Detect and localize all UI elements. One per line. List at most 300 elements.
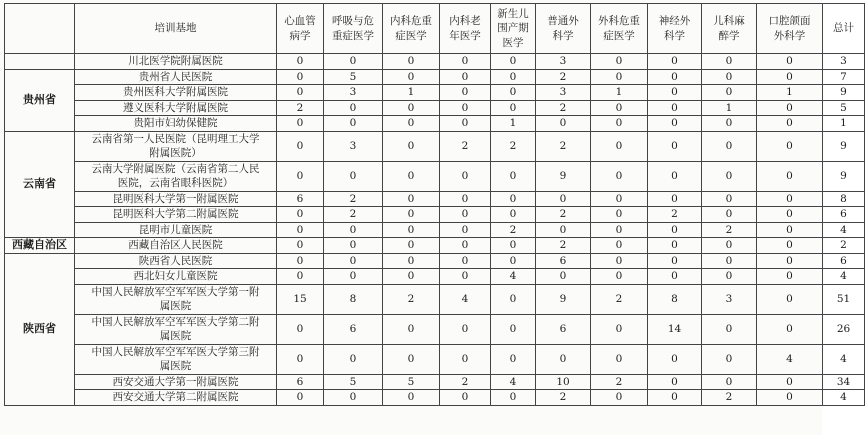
value-cell: 0 xyxy=(440,344,491,374)
training-base-line: 贵州省人民医院 xyxy=(138,70,213,83)
total-cell: 8 xyxy=(823,191,865,207)
value-cell: 0 xyxy=(277,207,324,223)
value-cell: 0 xyxy=(491,344,536,374)
value-cell: 0 xyxy=(648,100,702,116)
province-cell: 云南省 xyxy=(5,131,75,238)
value-cell: 0 xyxy=(702,54,757,70)
table-row xyxy=(5,69,865,85)
table-row xyxy=(5,390,865,406)
value-cell: 0 xyxy=(591,116,648,132)
value-cell: 0 xyxy=(383,161,440,191)
value-cell: 2 xyxy=(648,207,702,223)
column-header-line: 症医学 xyxy=(603,29,635,42)
column-header xyxy=(75,4,277,54)
value-cell: 6 xyxy=(324,314,383,344)
value-cell: 0 xyxy=(648,374,702,390)
column-header-line: 病学 xyxy=(289,29,311,42)
training-base-line: 中国人民解放军空军军医大学第三附 xyxy=(91,345,260,358)
value-cell: 0 xyxy=(383,54,440,70)
value-cell: 2 xyxy=(591,374,648,390)
value-cell: 6 xyxy=(277,374,324,390)
training-base-line: 属医院 xyxy=(159,300,192,312)
value-cell: 5 xyxy=(383,374,440,390)
total-cell: 4 xyxy=(823,269,865,285)
value-cell: 1 xyxy=(491,116,536,132)
value-cell: 0 xyxy=(702,374,757,390)
column-header-line: 总计 xyxy=(833,22,854,35)
province-cell xyxy=(5,54,75,70)
value-cell: 0 xyxy=(324,238,383,254)
value-cell: 0 xyxy=(440,253,491,269)
value-cell: 0 xyxy=(440,390,491,406)
column-header-line: 科学 xyxy=(552,29,574,42)
value-cell: 0 xyxy=(648,344,702,374)
training-base-line: 昆明市儿童医院 xyxy=(138,223,213,236)
value-cell: 0 xyxy=(277,222,324,238)
column-header-line: 外科危重 xyxy=(598,15,640,27)
value-cell: 14 xyxy=(648,314,702,344)
value-cell: 0 xyxy=(491,69,536,85)
table-row xyxy=(5,100,865,116)
value-cell: 0 xyxy=(702,85,757,101)
value-cell: 9 xyxy=(536,284,591,314)
column-header-line: 内科危重 xyxy=(390,15,432,27)
value-cell: 0 xyxy=(277,85,324,101)
value-cell: 10 xyxy=(536,374,591,390)
value-cell: 0 xyxy=(491,85,536,101)
value-cell: 2 xyxy=(277,100,324,116)
column-header-line: 儿科麻 xyxy=(713,15,745,27)
training-base-cell xyxy=(75,222,277,238)
value-cell: 0 xyxy=(591,238,648,254)
value-cell: 0 xyxy=(277,314,324,344)
value-cell: 2 xyxy=(536,390,591,406)
value-cell: 0 xyxy=(324,161,383,191)
total-cell: 1 xyxy=(823,116,865,132)
training-base-line: 川北医学院附属医院 xyxy=(128,55,223,67)
training-base-cell xyxy=(75,374,277,390)
value-cell: 0 xyxy=(491,207,536,223)
value-cell: 0 xyxy=(440,207,491,223)
value-cell: 3 xyxy=(324,131,383,161)
value-cell: 2 xyxy=(536,238,591,254)
total-cell: 4 xyxy=(823,344,865,374)
value-cell: 0 xyxy=(648,116,702,132)
value-cell: 5 xyxy=(324,69,383,85)
total-cell: 9 xyxy=(823,161,865,191)
value-cell: 0 xyxy=(648,191,702,207)
column-header-line: 神经外 xyxy=(658,15,691,27)
value-cell: 0 xyxy=(648,85,702,101)
value-cell: 2 xyxy=(702,222,757,238)
value-cell: 4 xyxy=(491,374,536,390)
table-row xyxy=(5,344,865,374)
value-cell: 0 xyxy=(591,207,648,223)
value-cell: 0 xyxy=(383,131,440,161)
value-cell: 3 xyxy=(536,85,591,101)
training-base-line: 贵阳市妇幼保健院 xyxy=(133,117,218,129)
value-cell: 0 xyxy=(591,269,648,285)
training-base-line: 昆明医科大学第一附属医院 xyxy=(112,192,239,205)
value-cell: 0 xyxy=(440,238,491,254)
training-base-cell xyxy=(75,314,277,344)
column-header-line: 醉学 xyxy=(718,29,740,42)
table-row xyxy=(5,238,865,254)
value-cell: 0 xyxy=(648,390,702,406)
value-cell: 0 xyxy=(757,69,823,85)
value-cell: 8 xyxy=(324,284,383,314)
training-base-line: 属医院 xyxy=(159,330,192,342)
column-header-line: 培训基地 xyxy=(154,22,197,35)
total-cell: 3 xyxy=(823,54,865,70)
column-header xyxy=(648,4,702,54)
value-cell: 0 xyxy=(702,69,757,85)
value-cell: 0 xyxy=(648,269,702,285)
value-cell: 0 xyxy=(702,314,757,344)
value-cell: 2 xyxy=(491,131,536,161)
total-cell: 4 xyxy=(823,390,865,406)
province-cell: 贵州省 xyxy=(5,69,75,131)
column-header xyxy=(277,4,324,54)
value-cell: 3 xyxy=(324,85,383,101)
value-cell: 2 xyxy=(536,69,591,85)
value-cell: 0 xyxy=(324,253,383,269)
total-cell: 9 xyxy=(823,85,865,101)
value-cell: 0 xyxy=(591,314,648,344)
value-cell: 0 xyxy=(383,238,440,254)
value-cell: 0 xyxy=(440,69,491,85)
value-cell: 0 xyxy=(440,161,491,191)
value-cell: 0 xyxy=(757,161,823,191)
value-cell: 0 xyxy=(491,238,536,254)
value-cell: 0 xyxy=(324,54,383,70)
value-cell: 0 xyxy=(757,314,823,344)
value-cell: 4 xyxy=(757,344,823,374)
value-cell: 1 xyxy=(757,85,823,101)
value-cell: 0 xyxy=(702,131,757,161)
column-header xyxy=(536,4,591,54)
column-header-line: 围产期 xyxy=(497,22,529,35)
column-header xyxy=(757,4,823,54)
value-cell: 2 xyxy=(491,222,536,238)
value-cell: 0 xyxy=(757,253,823,269)
value-cell: 0 xyxy=(277,344,324,374)
value-cell: 0 xyxy=(757,390,823,406)
value-cell: 0 xyxy=(277,269,324,285)
value-cell: 0 xyxy=(440,269,491,285)
value-cell: 2 xyxy=(324,191,383,207)
value-cell: 0 xyxy=(277,116,324,132)
value-cell: 2 xyxy=(536,100,591,116)
column-header-line: 症医学 xyxy=(395,29,427,42)
value-cell: 0 xyxy=(591,54,648,70)
table-row xyxy=(5,374,865,390)
value-cell: 0 xyxy=(591,253,648,269)
training-base-cell xyxy=(75,100,277,116)
value-cell: 0 xyxy=(702,253,757,269)
value-cell: 0 xyxy=(324,222,383,238)
value-cell: 0 xyxy=(648,238,702,254)
total-cell: 4 xyxy=(823,222,865,238)
value-cell: 0 xyxy=(757,100,823,116)
column-header xyxy=(440,4,491,54)
column-header xyxy=(491,4,536,54)
column-header xyxy=(324,4,383,54)
value-cell: 0 xyxy=(757,238,823,254)
value-cell: 8 xyxy=(648,284,702,314)
table-row xyxy=(5,207,865,223)
table-row xyxy=(5,161,865,191)
column-header-line: 外科学 xyxy=(773,29,806,42)
value-cell: 0 xyxy=(277,131,324,161)
value-cell: 9 xyxy=(536,161,591,191)
table-row xyxy=(5,131,865,161)
training-base-line: 西北妇女儿童医院 xyxy=(133,270,218,282)
table-row xyxy=(5,222,865,238)
value-cell: 0 xyxy=(491,54,536,70)
value-cell: 0 xyxy=(491,390,536,406)
value-cell: 0 xyxy=(536,269,591,285)
province-cell: 西藏自治区 xyxy=(5,238,75,254)
training-base-line: 云南省第一人民医院（昆明理工大学 xyxy=(91,132,260,145)
value-cell: 0 xyxy=(383,314,440,344)
training-base-cell xyxy=(75,269,277,285)
value-cell: 0 xyxy=(702,116,757,132)
column-header-line: 呼吸与危 xyxy=(332,15,374,27)
value-cell: 6 xyxy=(536,253,591,269)
training-base-cell xyxy=(75,85,277,101)
province-cell: 陕西省 xyxy=(5,253,75,405)
training-base-line: 附属医院） xyxy=(149,147,202,159)
value-cell: 2 xyxy=(324,207,383,223)
total-cell: 2 xyxy=(823,238,865,254)
value-cell: 0 xyxy=(440,54,491,70)
value-cell: 0 xyxy=(591,69,648,85)
value-cell: 1 xyxy=(591,85,648,101)
value-cell: 15 xyxy=(277,284,324,314)
training-base-line: 陕西省人民医院 xyxy=(138,254,213,267)
value-cell: 0 xyxy=(324,116,383,132)
value-cell: 0 xyxy=(383,116,440,132)
value-cell: 0 xyxy=(757,191,823,207)
value-cell: 0 xyxy=(383,69,440,85)
value-cell: 2 xyxy=(702,390,757,406)
training-base-line: 云南大学附属医院（云南省第二人民 xyxy=(91,162,260,175)
training-base-line: 昆明医科大学第二附属医院 xyxy=(112,208,239,220)
training-base-cell xyxy=(75,207,277,223)
value-cell: 1 xyxy=(702,100,757,116)
value-cell: 0 xyxy=(648,69,702,85)
value-cell: 0 xyxy=(383,390,440,406)
value-cell: 0 xyxy=(440,85,491,101)
value-cell: 0 xyxy=(648,161,702,191)
value-cell: 0 xyxy=(277,390,324,406)
value-cell: 0 xyxy=(277,161,324,191)
value-cell: 0 xyxy=(702,344,757,374)
total-cell: 6 xyxy=(823,253,865,269)
training-base-cell xyxy=(75,161,277,191)
value-cell: 2 xyxy=(536,131,591,161)
column-header-line: 医学 xyxy=(502,36,524,49)
value-cell: 0 xyxy=(536,344,591,374)
value-cell: 0 xyxy=(383,344,440,374)
value-cell: 0 xyxy=(757,222,823,238)
value-cell: 0 xyxy=(440,116,491,132)
training-base-line: 医院，云南省眼科医院） xyxy=(117,177,234,189)
table-row xyxy=(5,85,865,101)
value-cell: 4 xyxy=(440,284,491,314)
value-cell: 0 xyxy=(591,100,648,116)
column-header xyxy=(591,4,648,54)
value-cell: 6 xyxy=(277,191,324,207)
value-cell: 0 xyxy=(757,284,823,314)
table-body xyxy=(5,54,865,406)
value-cell: 0 xyxy=(491,314,536,344)
header-row xyxy=(5,4,865,54)
value-cell: 0 xyxy=(440,191,491,207)
value-cell: 0 xyxy=(491,100,536,116)
training-base-line: 西安交通大学第一附属医院 xyxy=(112,375,239,388)
total-cell: 6 xyxy=(823,207,865,223)
value-cell: 0 xyxy=(702,238,757,254)
table-row xyxy=(5,253,865,269)
value-cell: 0 xyxy=(757,116,823,132)
value-cell: 0 xyxy=(383,100,440,116)
value-cell: 3 xyxy=(702,284,757,314)
value-cell: 2 xyxy=(440,374,491,390)
value-cell: 0 xyxy=(324,344,383,374)
training-base-cell xyxy=(75,344,277,374)
value-cell: 0 xyxy=(536,191,591,207)
value-cell: 0 xyxy=(277,238,324,254)
value-cell: 0 xyxy=(491,253,536,269)
training-base-line: 西藏自治区人民医院 xyxy=(128,239,223,251)
value-cell: 0 xyxy=(702,269,757,285)
value-cell: 0 xyxy=(277,69,324,85)
value-cell: 0 xyxy=(491,191,536,207)
total-cell: 34 xyxy=(823,374,865,390)
total-cell: 9 xyxy=(823,131,865,161)
value-cell: 0 xyxy=(591,161,648,191)
value-cell: 0 xyxy=(277,253,324,269)
value-cell: 0 xyxy=(702,207,757,223)
value-cell: 4 xyxy=(491,269,536,285)
column-header-line: 内科老 xyxy=(449,15,481,27)
value-cell: 0 xyxy=(440,222,491,238)
total-cell: 26 xyxy=(823,314,865,344)
value-cell: 0 xyxy=(591,131,648,161)
training-base-cell xyxy=(75,131,277,161)
value-cell: 0 xyxy=(383,269,440,285)
value-cell: 0 xyxy=(702,161,757,191)
value-cell: 0 xyxy=(648,131,702,161)
table-row xyxy=(5,314,865,344)
total-cell: 5 xyxy=(823,100,865,116)
column-header xyxy=(823,4,865,54)
column-header-line: 普通外 xyxy=(547,15,579,27)
value-cell: 2 xyxy=(383,284,440,314)
value-cell: 2 xyxy=(591,284,648,314)
training-base-cell xyxy=(75,116,277,132)
value-cell: 0 xyxy=(383,191,440,207)
table-row xyxy=(5,269,865,285)
value-cell: 6 xyxy=(536,314,591,344)
value-cell: 5 xyxy=(324,374,383,390)
value-cell: 0 xyxy=(757,269,823,285)
value-cell: 0 xyxy=(383,207,440,223)
training-base-line: 西安交通大学第二附属医院 xyxy=(112,391,239,403)
column-header-line: 心血管 xyxy=(284,15,316,27)
value-cell: 3 xyxy=(536,54,591,70)
table-row xyxy=(5,191,865,207)
training-base-cell xyxy=(75,54,277,70)
value-cell: 0 xyxy=(702,191,757,207)
value-cell: 0 xyxy=(648,54,702,70)
training-base-line: 贵州医科大学附属医院 xyxy=(123,86,228,98)
training-base-line: 属医院 xyxy=(159,360,192,372)
value-cell: 0 xyxy=(491,284,536,314)
training-base-line: 中国人民解放军空军军医大学第一附 xyxy=(91,285,260,298)
training-base-table xyxy=(4,3,865,406)
value-cell: 0 xyxy=(324,100,383,116)
total-cell: 7 xyxy=(823,69,865,85)
value-cell: 0 xyxy=(757,374,823,390)
value-cell: 0 xyxy=(440,314,491,344)
training-base-line: 中国人民解放军空军军医大学第二附 xyxy=(91,315,260,328)
column-header-line: 口腔颌面 xyxy=(768,15,811,27)
value-cell: 0 xyxy=(591,390,648,406)
training-base-line: 遵义医科大学附属医院 xyxy=(123,101,228,114)
training-base-cell xyxy=(75,284,277,314)
total-cell: 51 xyxy=(823,284,865,314)
value-cell: 0 xyxy=(277,54,324,70)
column-header-line: 新生儿 xyxy=(497,7,529,20)
column-header-line: 重症医学 xyxy=(332,29,374,42)
column-header-line: 科学 xyxy=(664,29,685,42)
column-header-line: 年医学 xyxy=(449,29,481,42)
value-cell: 0 xyxy=(383,253,440,269)
training-base-cell xyxy=(75,390,277,406)
column-header xyxy=(702,4,757,54)
value-cell: 0 xyxy=(591,344,648,374)
value-cell: 0 xyxy=(440,100,491,116)
value-cell: 0 xyxy=(648,253,702,269)
value-cell: 0 xyxy=(536,222,591,238)
value-cell: 0 xyxy=(648,222,702,238)
value-cell: 1 xyxy=(383,85,440,101)
column-header xyxy=(5,4,75,54)
column-header xyxy=(383,4,440,54)
training-base-cell xyxy=(75,253,277,269)
value-cell: 0 xyxy=(591,191,648,207)
value-cell: 0 xyxy=(757,54,823,70)
table-row xyxy=(5,116,865,132)
training-base-cell xyxy=(75,191,277,207)
value-cell: 0 xyxy=(757,131,823,161)
table-row xyxy=(5,54,865,70)
training-base-cell xyxy=(75,238,277,254)
value-cell: 0 xyxy=(591,222,648,238)
value-cell: 0 xyxy=(383,222,440,238)
value-cell: 0 xyxy=(324,390,383,406)
value-cell: 0 xyxy=(491,161,536,191)
table-row xyxy=(5,284,865,314)
value-cell: 0 xyxy=(536,116,591,132)
value-cell: 0 xyxy=(324,269,383,285)
value-cell: 2 xyxy=(536,207,591,223)
training-base-cell xyxy=(75,69,277,85)
value-cell: 2 xyxy=(440,131,491,161)
